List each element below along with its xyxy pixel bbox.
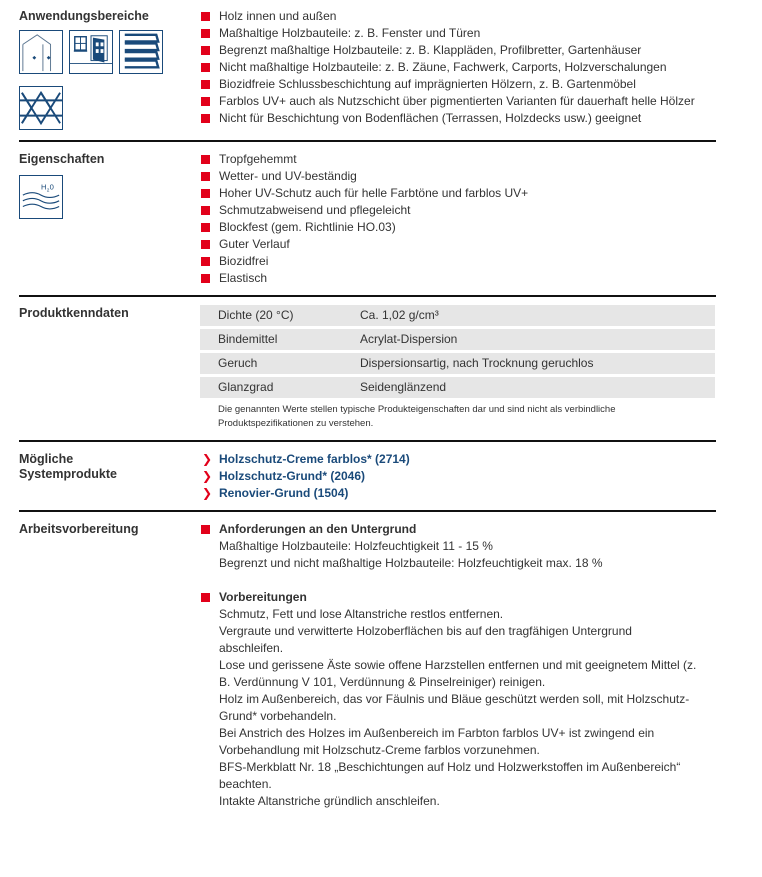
section-title: Mögliche Systemprodukte: [19, 452, 117, 481]
list-item: Nicht für Beschichtung von Bodenflächen (Terrassen, Holzdecks usw.) geeignet: [201, 110, 716, 127]
table-row: [200, 329, 715, 350]
table-value: Ca. 1,02 g/cm³: [360, 308, 439, 322]
table-value: Dispersionsartig, nach Trocknung geruchlos: [360, 356, 594, 370]
water-repellent-h2o-icon: [19, 175, 63, 219]
bullet-square-icon: [201, 593, 210, 602]
table-key: Dichte (20 °C): [218, 308, 294, 322]
product-link-holzschutz-grund[interactable]: Holzschutz-Grund* (2046): [219, 469, 366, 483]
list-item: Farblos UV+ auch als Nutzschicht über pigmentierten Varianten für dauerhaft helle Hölzer: [201, 93, 716, 110]
table-row: [200, 377, 715, 398]
list-item: Hoher UV-Schutz auch für helle Farbtöne und farblos UV+: [201, 185, 716, 202]
arbeitsvorbereitung-content: [201, 521, 716, 810]
bullet-square-icon: [201, 29, 210, 38]
chevron-right-icon: ❯: [202, 452, 213, 466]
table-key: Glanzgrad: [218, 380, 274, 394]
list-item: [201, 451, 716, 468]
requirements-block: [201, 521, 716, 572]
bullet-square-icon: [201, 12, 210, 21]
bullet-square-icon: [201, 274, 210, 283]
list-item: Tropfgehemmt: [201, 151, 716, 168]
bullet-square-icon: [201, 189, 210, 198]
bullet-square-icon: [201, 155, 210, 164]
list-item: Elastisch: [201, 270, 716, 287]
table-value: Seidenglänzend: [360, 380, 447, 394]
block-heading: Vorbereitungen: [201, 589, 716, 606]
block-heading: Anforderungen an den Untergrund: [201, 521, 716, 538]
block-text: Schmutz, Fett und lose Altanstriche restlos entfernen. Vergraute und verwitterte Holzoberflächen bis auf den tragfähigen Untergrund abschleifen. Lose und gerissene Äste sowie offene Harzstellen entfernen und mit geeignetem Mittel (z. B. Verdünnung V 101, Verdünnung & Pinselreiniger) reinigen. Holz im Außenbereich, das vor Fäulnis und Bläue geschützt werden soll, mit Holzschutz- Grund* vorbehandeln. Bei Anstrich des Holzes im Außenbereich im Farbton farblos UV+ ist zwingend ein Vorbehandlung mit Holzschutz-Creme farblos vorzunehmen. BFS-Merkblatt Nr. 18 „Beschichtungen auf Holz und Holzwerkstoffen im Außenbereich“ beachten. Intakte Altanstriche gründlich anschleifen.: [219, 607, 697, 808]
bullet-square-icon: [201, 172, 210, 181]
list-item: Holz innen und außen: [201, 8, 716, 25]
section-divider: [19, 295, 716, 297]
section-title: Produktkenndaten: [19, 306, 129, 320]
table-row: [200, 305, 715, 326]
disclaimer-note: Die genannten Werte stellen typische Produkteigenschaften dar und sind nicht als verbindliche Produktspezifikationen zu verstehen.: [218, 404, 616, 429]
systemprodukte-links: [201, 451, 716, 502]
shutter-icon: [119, 30, 163, 74]
section-eigenschaften: [19, 151, 716, 291]
section-arbeitsvorbereitung: [19, 521, 716, 821]
section-anwendungsbereiche: [19, 8, 716, 133]
section-systemprodukte: [19, 451, 716, 506]
bullet-square-icon: [201, 63, 210, 72]
section-divider: [19, 140, 716, 142]
bullet-square-icon: [201, 206, 210, 215]
section-title: Arbeitsvorbereitung: [19, 522, 139, 536]
bullet-square-icon: [201, 97, 210, 106]
bullet-square-icon: [201, 525, 210, 534]
table-value: Acrylat-Dispersion: [360, 332, 458, 346]
list-item: [201, 485, 716, 502]
table-row: [200, 353, 715, 374]
bullet-square-icon: [201, 223, 210, 232]
section-divider: [19, 510, 716, 512]
svg-text:H: H: [41, 182, 47, 192]
window-door-icon: [69, 30, 113, 74]
bullet-square-icon: [201, 80, 210, 89]
section-divider: [19, 440, 716, 442]
table-key: Bindemittel: [218, 332, 278, 346]
product-link-renovier-grund[interactable]: Renovier-Grund (1504): [219, 486, 349, 500]
eigenschaften-list: [201, 151, 716, 287]
preparations-block: [201, 589, 716, 810]
svg-text:0: 0: [49, 182, 54, 192]
section-title: Anwendungsbereiche: [19, 9, 149, 23]
table-key: Geruch: [218, 356, 258, 370]
section-produktkenndaten: [19, 305, 716, 435]
section-title: Eigenschaften: [19, 152, 105, 166]
list-item: Biozidfrei: [201, 253, 716, 270]
bullet-square-icon: [201, 240, 210, 249]
chevron-right-icon: ❯: [202, 469, 213, 483]
list-item: Wetter- und UV-beständig: [201, 168, 716, 185]
list-item: Schmutzabweisend und pflegeleicht: [201, 202, 716, 219]
list-item: Blockfest (gem. Richtlinie HO.03): [201, 219, 716, 236]
list-item: Begrenzt maßhaltige Holzbauteile: z. B. Klappläden, Profilbretter, Gartenhäuser: [201, 42, 716, 59]
list-item: Biozidfreie Schlussbeschichtung auf imprägnierten Hölzern, z. B. Gartenmöbel: [201, 76, 716, 93]
list-item: Guter Verlauf: [201, 236, 716, 253]
list-item: Nicht maßhaltige Holzbauteile: z. B. Zäune, Fachwerk, Carports, Holzverschalungen: [201, 59, 716, 76]
bullet-square-icon: [201, 114, 210, 123]
anwendungsbereiche-list: [201, 8, 716, 127]
house-indoor-outdoor-icon: [19, 30, 63, 74]
bullet-square-icon: [201, 46, 210, 55]
product-link-holzschutz-creme[interactable]: Holzschutz-Creme farblos* (2714): [219, 452, 410, 466]
list-item: [201, 468, 716, 485]
block-text: Maßhaltige Holzbauteile: Holzfeuchtigkeit 11 - 15 % Begrenzt und nicht maßhaltige Holzbauteile: Holzfeuchtigkeit max. 18 %: [219, 539, 603, 570]
chevron-right-icon: ❯: [202, 486, 213, 500]
bullet-square-icon: [201, 257, 210, 266]
fence-lattice-icon: [19, 86, 63, 130]
svg-text:2: 2: [46, 188, 50, 194]
list-item: Maßhaltige Holzbauteile: z. B. Fenster und Türen: [201, 25, 716, 42]
